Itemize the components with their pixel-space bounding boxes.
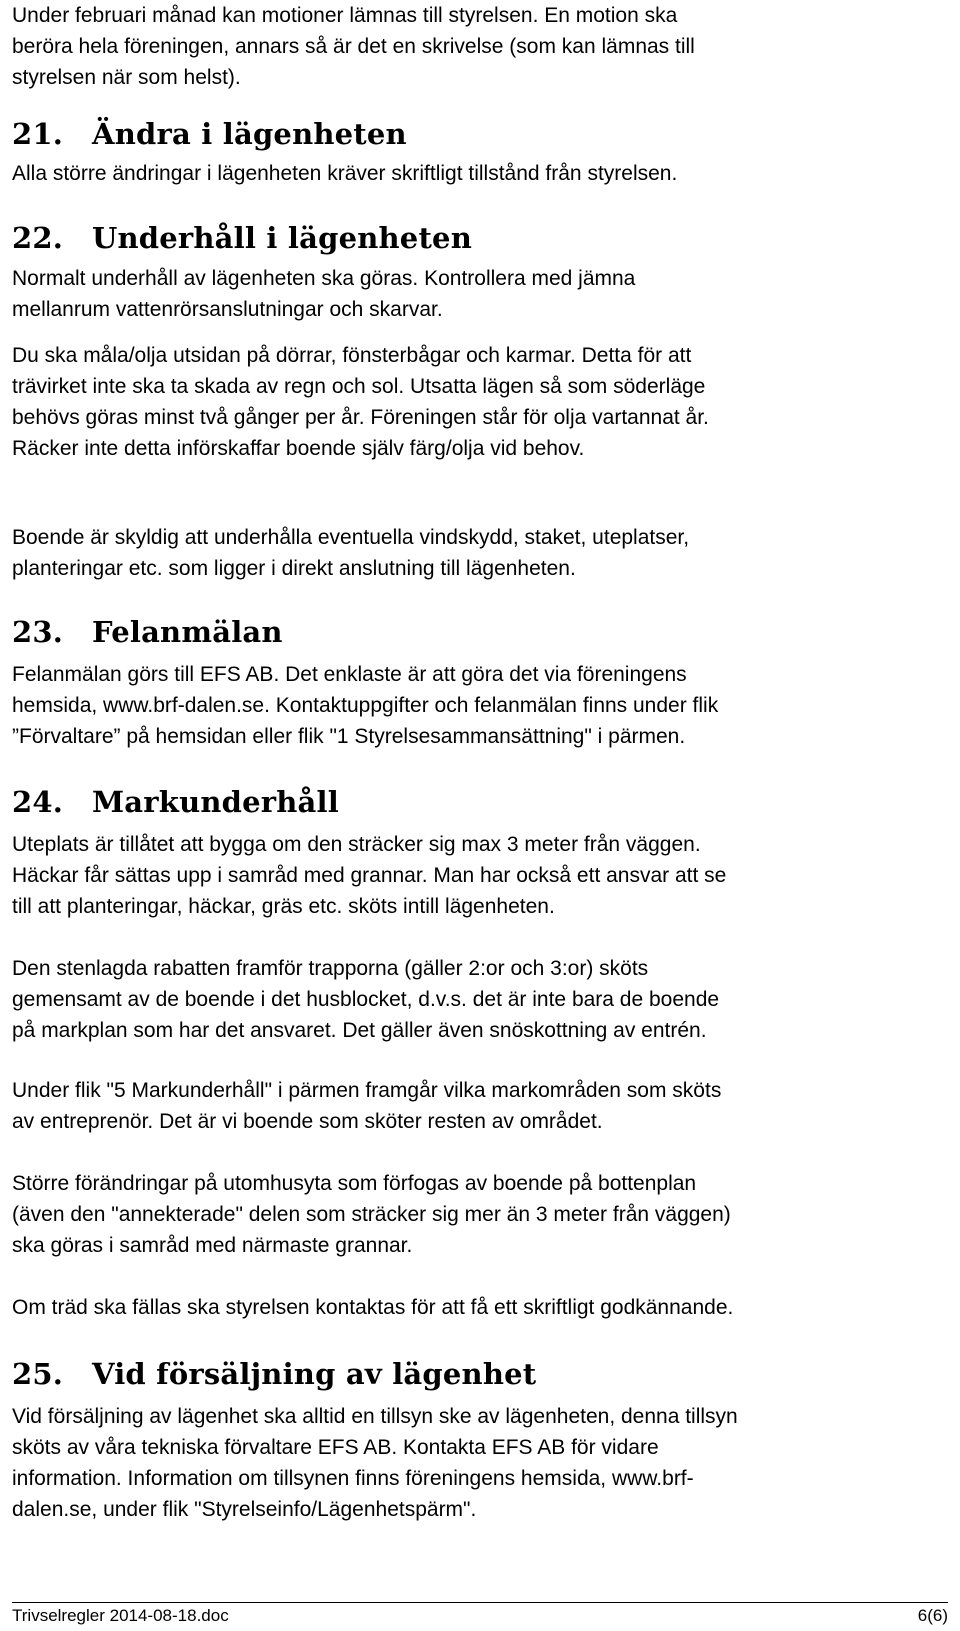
section-number: 24. <box>12 785 64 819</box>
text-line: Du ska måla/olja utsidan på dörrar, fönsterbågar och karmar. Detta för att <box>12 344 692 367</box>
section-heading-22 <box>12 218 472 258</box>
text-line: Om träd ska fällas ska styrelsen kontaktas för att få ett skriftligt godkännande. <box>12 1296 734 1319</box>
paragraph <box>12 1292 942 1323</box>
text-line: Felanmälan görs till EFS AB. Det enklaste är att göra det via föreningens <box>12 663 687 686</box>
section-number: 23. <box>12 615 64 649</box>
paragraph <box>12 1401 942 1525</box>
section-heading-21 <box>12 114 407 154</box>
section-number: 22. <box>12 221 64 255</box>
text-line: Under februari månad kan motioner lämnas till styrelsen. En motion ska <box>12 4 678 27</box>
section-title: Ändra i lägenheten <box>92 117 407 151</box>
section-heading-23 <box>12 612 283 652</box>
text-line: Under flik "5 Markunderhåll" i pärmen framgår vilka markområden som sköts <box>12 1079 722 1102</box>
text-line: hemsida, www.brf-dalen.se. Kontaktuppgifter och felanmälan finns under flik <box>12 694 719 717</box>
section-title: Markunderhåll <box>92 785 339 819</box>
text-line: styrelsen när som helst). <box>12 66 241 89</box>
text-line: dalen.se, under flik "Styrelseinfo/Lägenhetspärm". <box>12 1498 477 1521</box>
paragraph <box>12 158 942 189</box>
footer-divider <box>12 1602 948 1603</box>
section-title: Underhåll i lägenheten <box>92 221 472 255</box>
text-line: Uteplats är tillåtet att bygga om den sträcker sig max 3 meter från väggen. <box>12 833 701 856</box>
text-line: ”Förvaltare” på hemsidan eller flik "1 Styrelsesammansättning" i pärmen. <box>12 725 686 748</box>
text-line: beröra hela föreningen, annars så är det en skrivelse (som kan lämnas till <box>12 35 695 58</box>
text-line: Boende är skyldig att underhålla eventuella vindskydd, staket, uteplatser, <box>12 526 690 549</box>
text-line: behövs göras minst två gånger per år. Föreningen står för olja vartannat år. <box>12 406 709 429</box>
text-line: Vid försäljning av lägenhet ska alltid en tillsyn ske av lägenheten, denna tillsyn <box>12 1405 738 1428</box>
paragraph <box>12 829 942 922</box>
section-title: Vid försäljning av lägenhet <box>92 1357 537 1391</box>
text-line: trävirket inte ska ta skada av regn och sol. Utsatta lägen så som söderläge <box>12 375 706 398</box>
footer-filename: Trivselregler 2014-08-18.doc <box>12 1606 229 1625</box>
paragraph <box>12 263 942 325</box>
text-line: på markplan som har det ansvaret. Det gäller även snöskottning av entrén. <box>12 1019 707 1042</box>
text-line: Häckar får sättas upp i samråd med grannar. Man har också ett ansvar att se <box>12 864 727 887</box>
paragraph <box>12 340 942 464</box>
text-line: (även den "annekterade" delen som sträcker sig mer än 3 meter från väggen) <box>12 1203 731 1226</box>
text-line: Normalt underhåll av lägenheten ska göras. Kontrollera med jämna <box>12 267 636 290</box>
text-line: planteringar etc. som ligger i direkt anslutning till lägenheten. <box>12 557 576 580</box>
text-line: av entreprenör. Det är vi boende som sköter resten av området. <box>12 1110 603 1133</box>
paragraph <box>12 1168 942 1261</box>
text-line: gemensamt av de boende i det husblocket, d.v.s. det är inte bara de boende <box>12 988 720 1011</box>
paragraph <box>12 1075 942 1137</box>
section-number: 25. <box>12 1357 64 1391</box>
paragraph <box>12 522 942 584</box>
section-heading-25 <box>12 1354 536 1394</box>
section-number: 21. <box>12 117 64 151</box>
paragraph <box>12 659 942 752</box>
text-line: Större förändringar på utomhusyta som förfogas av boende på bottenplan <box>12 1172 697 1195</box>
text-line: mellanrum vattenrörsanslutningar och skarvar. <box>12 298 443 321</box>
text-line: Alla större ändringar i lägenheten kräver skriftligt tillstånd från styrelsen. <box>12 162 678 185</box>
intro-paragraph <box>12 0 942 93</box>
footer-page-number: 6(6) <box>917 1606 948 1625</box>
text-line: Den stenlagda rabatten framför trapporna (gäller 2:or och 3:or) sköts <box>12 957 649 980</box>
paragraph <box>12 953 942 1046</box>
text-line: ska göras i samråd med närmaste grannar. <box>12 1234 413 1257</box>
section-title: Felanmälan <box>92 615 283 649</box>
section-heading-24 <box>12 782 339 822</box>
text-line: Räcker inte detta införskaffar boende själv färg/olja vid behov. <box>12 437 585 460</box>
text-line: sköts av våra tekniska förvaltare EFS AB. Kontakta EFS AB för vidare <box>12 1436 659 1459</box>
text-line: till att planteringar, häckar, gräs etc. sköts intill lägenheten. <box>12 895 555 918</box>
text-line: information. Information om tillsynen finns föreningens hemsida, www.brf- <box>12 1467 694 1490</box>
